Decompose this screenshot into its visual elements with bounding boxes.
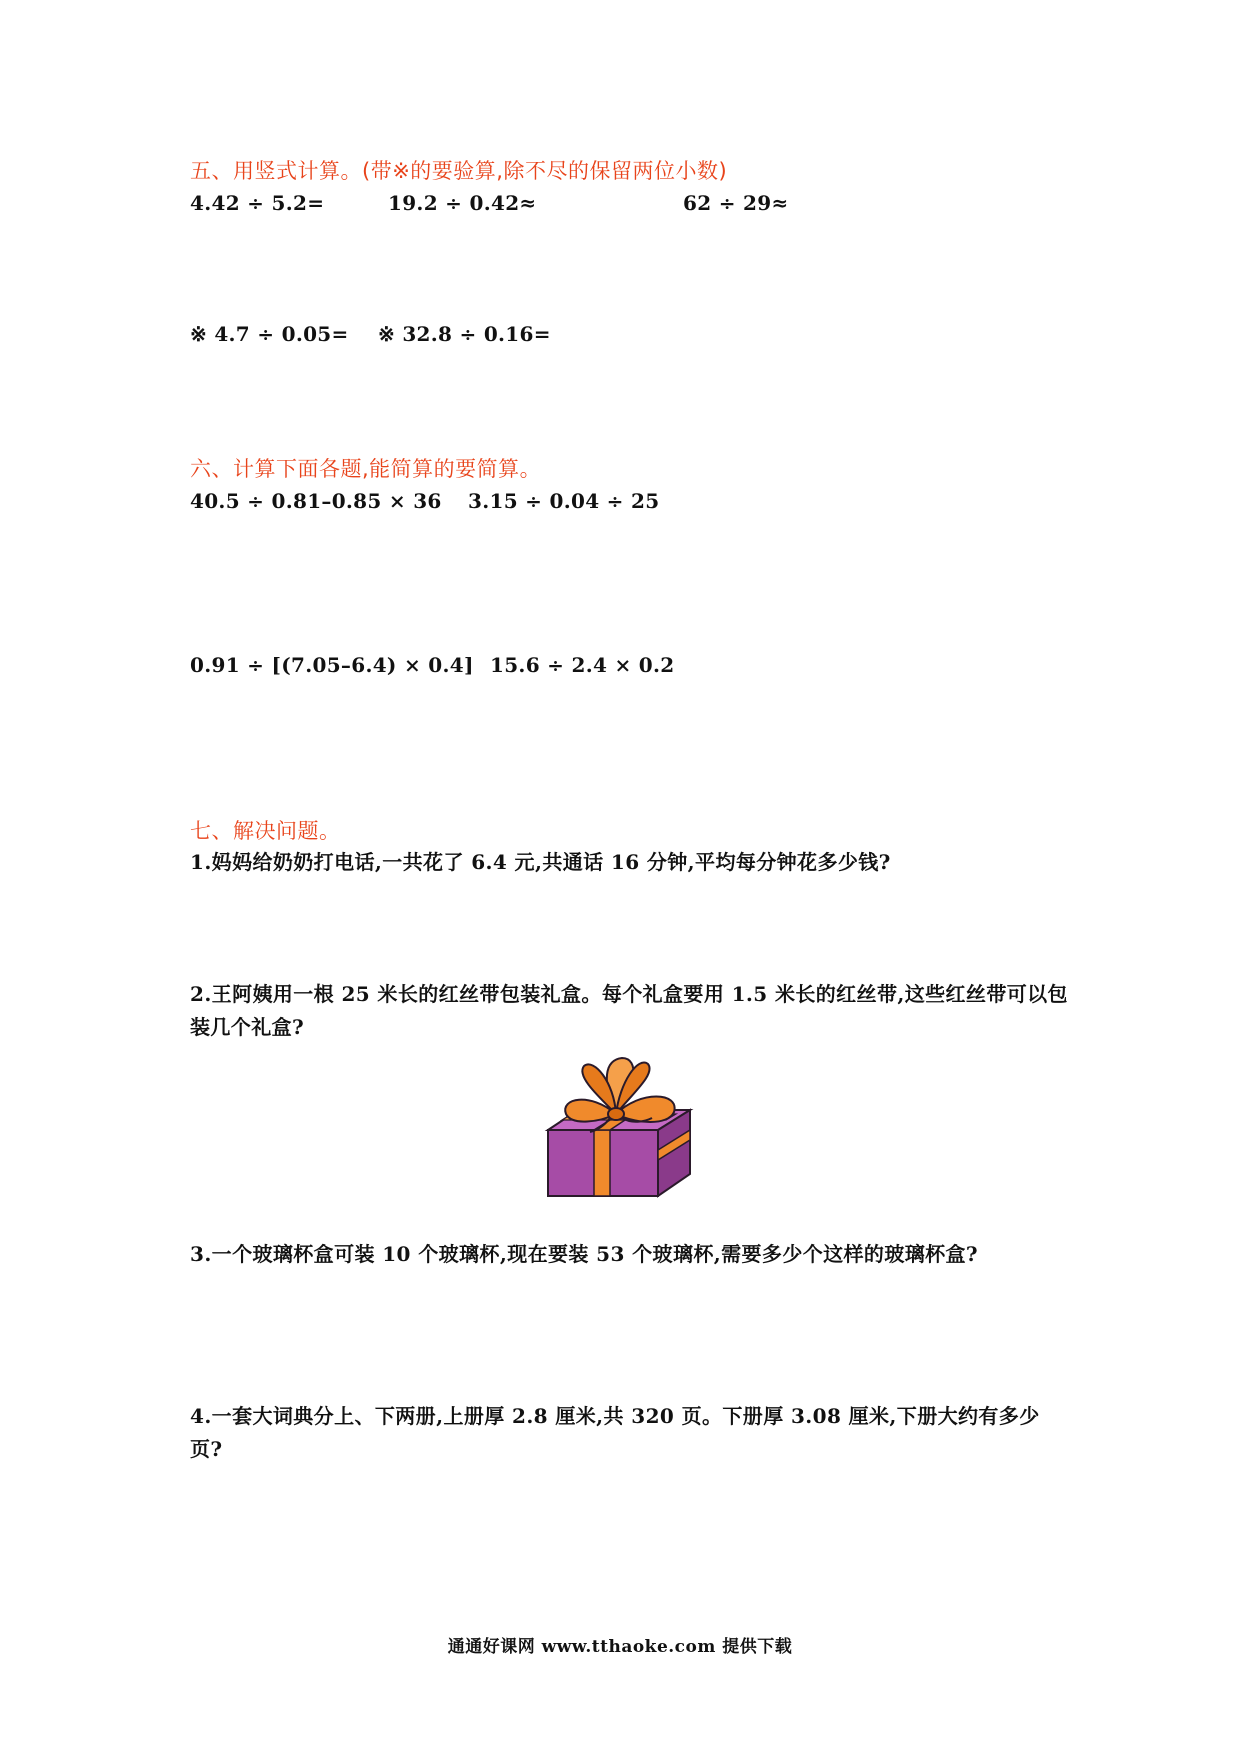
calc-6-1: 40.5 ÷ 0.81–0.85 × 36 [190,489,442,513]
calc-5-2: 19.2 ÷ 0.42≈ [388,191,537,215]
section-6-heading: 六、计算下面各题,能简算的要简算。 [190,457,542,481]
calc-6-4: 15.6 ÷ 2.4 × 0.2 [490,653,675,677]
calc-5-1: 4.42 ÷ 5.2= [190,191,325,215]
gift-box-icon [540,1052,700,1202]
calc-5-3: 62 ÷ 29≈ [683,191,789,215]
calc-6-2: 3.15 ÷ 0.04 ÷ 25 [468,489,660,513]
footer-credit: 通通好课网 www.tthaoke.com 提供下载 [447,1637,793,1657]
calc-5-5: ※ 32.8 ÷ 0.16= [378,322,551,346]
section-7-heading: 七、解决问题。 [190,819,341,843]
problem-2: 2.王阿姨用一根 25 米长的红丝带包装礼盒。每个礼盒要用 1.5 米长的红丝带,这些红丝带可以包装几个礼盒? [190,982,1068,1039]
problem-3: 3.一个玻璃杯盒可装 10 个玻璃杯,现在要装 53 个玻璃杯,需要多少个这样的玻璃杯盒? [190,1242,979,1266]
calc-5-4: ※ 4.7 ÷ 0.05= [190,322,349,346]
problem-1: 1.妈妈给奶奶打电话,一共花了 6.4 元,共通话 16 分钟,平均每分钟花多少钱? [190,850,891,874]
section-5-heading: 五、用竖式计算。(带※的要验算,除不尽的保留两位小数) [190,159,728,183]
calc-6-3: 0.91 ÷ [(7.05–6.4) × 0.4] [190,653,474,677]
problem-4: 4.一套大词典分上、下两册,上册厚 2.8 厘米,共 320 页。下册厚 3.08 厘米,下册大约有多少页? [190,1404,1040,1461]
